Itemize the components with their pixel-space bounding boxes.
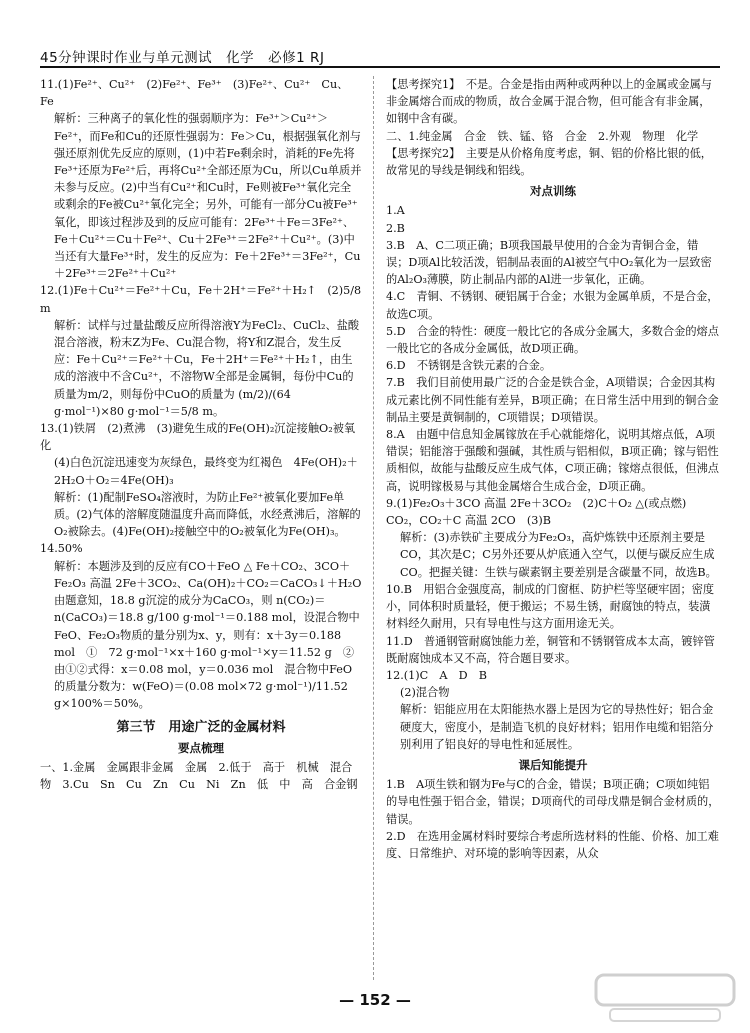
answer-paragraph: 14.50%	[40, 542, 83, 556]
answer-paragraph: 1.A	[386, 204, 405, 218]
answer-paragraph: 5.D 合金的特性：硬度一般比它的各成分金属大，多数合金的熔点一般比它的各成分金属低，故D项正确。	[386, 324, 719, 356]
answer-paragraph: 2.B	[386, 221, 405, 235]
answer-paragraph: 8.A 由题中信息知金属镓放在手心就能熔化，说明其熔点低，A项错误；铝能溶于强酸和强碱，其性质与铝相似，B项正确；镓与铝性质相似，故能与盐酸反应生成气体，C项正确；镓熔点很低，但沸点高，说明镓极易与其他金属熔合生成合金，D项正确。	[386, 428, 719, 493]
answer-paragraph: 11.D 普通钢管耐腐蚀能力差，铜管和不锈钢管成本太高，镀锌管既耐腐蚀成本又不高，符合题目要求。	[386, 634, 715, 665]
answer-paragraph: 解析：铝能应用在太阳能热水器上是因为它的导热性好；铝合金硬度大，密度小，是制造飞机的良好材料；铝用作电缆和铝箔分别利用了铝良好的导电性和延展性。	[400, 703, 714, 751]
answer-paragraph: 9.(1)Fe₂O₃＋3CO 高温 2Fe＋3CO₂ (2)C＋O₂ △(或点燃) CO₂，CO₂＋C 高温 2CO (3)B	[386, 496, 687, 528]
left-answer-list	[40, 76, 366, 713]
answer-paragraph: 【思考探究2】 主要是从价格角度考虑，铜、铝的价格比银的低，故常见的导线是铜线和铝线。	[386, 146, 712, 178]
answer-paragraph: (4)白色沉淀迅速变为灰绿色，最终变为红褐色 4Fe(OH)₂＋2H₂O＋O₂＝4Fe(OH)₃	[54, 456, 358, 487]
section-title-practice: 对点训练	[530, 184, 576, 199]
answer-paragraph: 4.C 青铜、不锈钢、硬铝属于合金；水银为金属单质，不是合金，故选C项。	[386, 290, 719, 321]
answer-paragraph: 解析：试样与过量盐酸反应所得溶液Y为FeCl₂、CuCl₂、盐酸混合溶液，粉末Z为Fe、Cu混合物，将Y和Z混合，发生反应：Fe＋Cu²⁺＝Fe²⁺＋Cu，Fe＋2H⁺＝Fe²⁺＋H₂↑，由生成的溶液中不含Cu²⁺，不溶物W全部是金属铜，每份中Cu的质量为m/2，则每份中CuO的质量为 (m/2)/(64 g·mol⁻¹)×80 g·mol⁻¹＝5/8 m。	[54, 318, 360, 418]
left-tail-list	[40, 759, 362, 793]
answer-paragraph: 一、1.金属 金属跟非金属 金属 2.低于 高于 机械 混合物 3.Cu Sn Cu Zn Cu Ni Zn 低 中 高 合金钢	[40, 760, 358, 792]
right-after-class-list	[386, 776, 720, 862]
header-rule	[40, 66, 720, 68]
right-column	[386, 76, 720, 862]
page-number-value: 152	[359, 991, 391, 1009]
left-column	[40, 76, 366, 793]
answer-paragraph: 12.(1)C A D B	[386, 668, 488, 682]
answer-paragraph: 12.(1)Fe＋Cu²⁺＝Fe²⁺＋Cu，Fe＋2H⁺＝Fe²⁺＋H₂↑ (2)5/8 m	[40, 284, 362, 315]
answer-paragraph: 解析：本题涉及到的反应有CO＋FeO △ Fe＋CO₂、3CO＋Fe₂O₃ 高温 2Fe＋3CO₂、Ca(OH)₂＋CO₂＝CaCO₃↓＋H₂O 由题意知，18.8 g沉淀的成分为CaCO₃，则 n(CO₂)＝n(CaCO₃)＝18.8 g/100 g·mol⁻¹＝0.188 mol，设混合物中FeO、Fe₂O₃物质的量分别为x、y，则有：x＋3y＝0.188 mol ① 72 g·mol⁻¹×x＋160 g·mol⁻¹×y＝11.52 g ② 由①②式得：x＝0.08 mol，y＝0.036 mol 混合物中FeO的质量分数为：w(FeO)＝(0.08 mol×72 g·mol⁻¹)/11.52 g×100%＝50%。	[54, 559, 366, 711]
answer-paragraph: 7.B 我们目前使用最广泛的合金是铁合金，A项错误；合金因其构成元素比例不同性能有差异，B项正确；在日常生活中用到的铜合金制品主要是黄铜制的，C项错误；D项错误。	[386, 376, 719, 424]
answer-paragraph: 二、1.纯金属 合金 铁、锰、铬 合金 2.外观 物理 化学	[386, 129, 699, 143]
answer-paragraph: 13.(1)铁屑 (2)煮沸 (3)避免生成的Fe(OH)₂沉淀接触O₂被氧化	[40, 422, 356, 453]
answer-paragraph: 6.D 不锈钢是含铁元素的合金。	[386, 359, 552, 373]
answer-paragraph: 解析：(3)赤铁矿主要成分为Fe₂O₃，高炉炼铁中还原剂主要是CO，其次是C；C另外还要从炉底通入空气，以便与碳反应生成CO。把握关键：生铁与碳素钢主要差别是含碳量不同，故选B。	[400, 531, 717, 579]
answer-paragraph: 解析：(1)配制FeSO₄溶液时，为防止Fe²⁺被氧化要加Fe单质。(2)气体的溶解度随温度升高而降低，水经煮沸后，溶解的O₂被除去。(4)Fe(OH)₂接触空中的O₂被氧化为Fe(OH)₃。	[54, 490, 361, 539]
section-subtitle: 要点梳理	[178, 740, 224, 755]
right-answer-list	[386, 76, 720, 179]
answer-paragraph: (2)混合物	[400, 686, 450, 700]
answer-paragraph: 3.B A、C二项正确；B项我国最早使用的合金为青铜合金，错误；D项Al比较活泼，铝制品表面的Al被空气中O₂氧化为一层致密的Al₂O₃薄膜，防止制品内部的Al进一步氧化，正确。	[386, 238, 712, 287]
section-title: 第三节 用途广泛的金属材料	[116, 719, 286, 735]
page-header: 45分钟课时作业与单元测试 化学 必修1 RJ	[40, 50, 325, 66]
page-number: — 152 —	[339, 991, 411, 1009]
right-practice-list	[386, 202, 720, 753]
answer-paragraph: 2.D 在选用金属材料时要综合考虑所选材料的性能、价格、加工难度、日常维护、对环境的影响等因素，从众	[386, 829, 719, 860]
section-title-after-class: 课后知能提升	[518, 757, 588, 772]
column-divider	[373, 76, 374, 980]
answer-paragraph: 解析：三种离子的氧化性的强弱顺序为：Fe³⁺＞Cu²⁺＞Fe²⁺，而Fe和Cu的还原性强弱为：Fe＞Cu，根据强氧化剂与强还原剂优先反应的原则，(1)中若Fe剩余时，消耗的Fe先将Fe³⁺还原为Fe²⁺后，再将Cu²⁺全部还原为Cu，所以Cu单质并未参与反应。(2)中当有Cu²⁺和Cu时，Fe则被Fe³⁺氧化完全或剩余的Fe被Cu²⁺氧化完全；另外，可能有一部分Cu被Fe³⁺氧化，即该过程涉及到的反应可能有：2Fe³⁺＋Fe＝3Fe²⁺、Fe＋Cu²⁺＝Cu＋Fe²⁺、Cu＋2Fe³⁺＝2Fe²⁺＋Cu²⁺。(3)中当还有大量Fe³⁺时，发生的反应为：Fe＋2Fe³⁺＝3Fe²⁺，Cu＋2Fe³⁺＝2Fe²⁺＋Cu²⁺	[54, 112, 362, 281]
answer-paragraph: 11.(1)Fe²⁺、Cu²⁺ (2)Fe²⁺、Fe³⁺ (3)Fe²⁺、Cu²⁺ Cu、Fe	[40, 78, 349, 109]
answer-paragraph: 1.B A项生铁和钢为Fe与C的合金，错误；B项正确；C项如纯铝的导电性强于铝合金，错误；D项商代的司母戊鼎是铜合金材质的，错误。	[386, 778, 720, 826]
answer-paragraph: 【思考探究1】 不是。合金是指由两种或两种以上的金属或金属与非金属熔合而成的物质，故合金属于混合物，但可能含有非金属，如钢中含有碳。	[386, 78, 712, 126]
watermark-logo	[590, 967, 740, 1027]
answer-paragraph: 10.B 用铝合金强度高，制成的门窗框、防护栏等坚硬牢固；密度小，同体积时质量轻，便于搬运；不易生锈，耐腐蚀的特点，装潢材料经久耐用，只有导电性与这方面用途无关。	[386, 582, 715, 631]
